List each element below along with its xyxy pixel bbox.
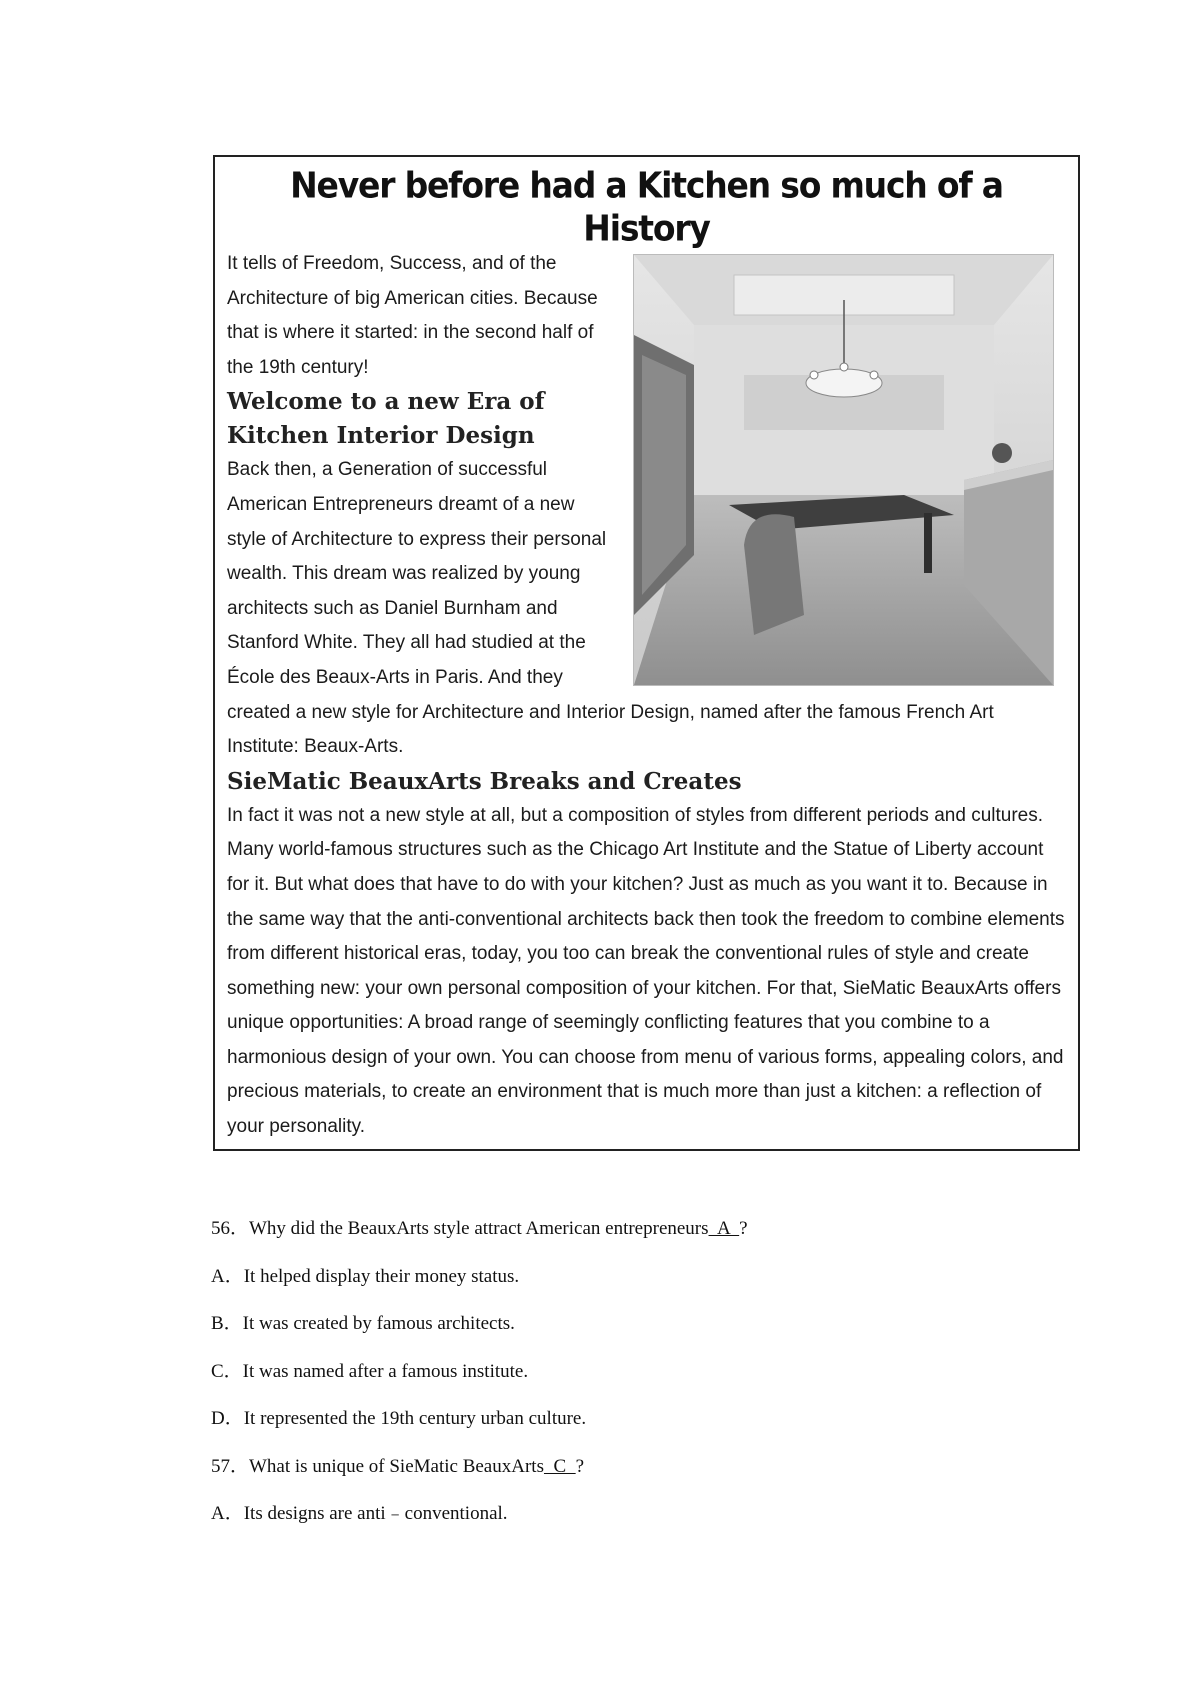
advertisement-box: [213, 155, 1080, 1151]
question-56: 56．Why did the BeauxArts style attract American entrepreneurs A ?: [211, 1218, 748, 1239]
option-b: B．It was created by famous architects.: [211, 1313, 515, 1334]
ad-paragraph-siematic: In fact it was not a new style at all, but a composition of styles from different periods and cultures. Many world-famous structures such as the Chicago Art Institute and the Statue of Liberty account for it. But what does that have to do with your kitchen? Just as much as you want it to. Because in the same way that the anti-conventional architects back then took the freedom to combine elements from different historical eras, today, you too can break the conventional rules of style and create something new: your own personal composition of your kitchen. For that, SieMatic BeauxArts offers unique opportunities: A broad range of seemingly conflicting features that you combine to a harmonious design of your own. You can choose from menu of various forms, appealing colors, and precious materials, to create an environment that is much more than just a kitchen: a reflection of your personality.: [227, 804, 1065, 1138]
option-a: A．Its designs are anti﹣conventional.: [211, 1503, 508, 1524]
ad-paragraph-history: Back then, a Generation of successful American Entrepreneurs dreamt of a new style of Architecture to express their personal wealth. This dream was realized by young architects such as Daniel Burnham and Stanford White. They all had studied at the École des Beaux-Arts in Paris. And they created a new style for Architecture and Interior Design, named after the famous French Art Institute: Beaux-Arts.: [227, 459, 994, 758]
questions-section: [211, 1217, 1111, 1550]
question-57: 57．What is unique of SieMatic BeauxArts C ?: [211, 1455, 585, 1477]
option-d: D．It represented the 19th century urban culture.: [211, 1408, 587, 1429]
ad-intro: It tells of Freedom, Success, and of the Architecture of big American cities. Because that is where it started: in the second half of the 19th century!: [227, 253, 598, 378]
ad-heading-era: Welcome to a new Era of Kitchen Interior Design: [227, 388, 545, 450]
ad-title: Never before had a Kitchen so much of a History: [290, 163, 1003, 250]
option-c: C．It was named after a famous institute.: [211, 1360, 529, 1382]
answer-blank: C: [543, 1455, 576, 1477]
answer-blank: A: [708, 1218, 740, 1239]
ad-heading-siematic: SieMatic BeauxArts Breaks and Creates: [227, 767, 742, 795]
option-a: A．It helped display their money status.: [211, 1265, 520, 1287]
kitchen-photo: [633, 254, 1054, 686]
